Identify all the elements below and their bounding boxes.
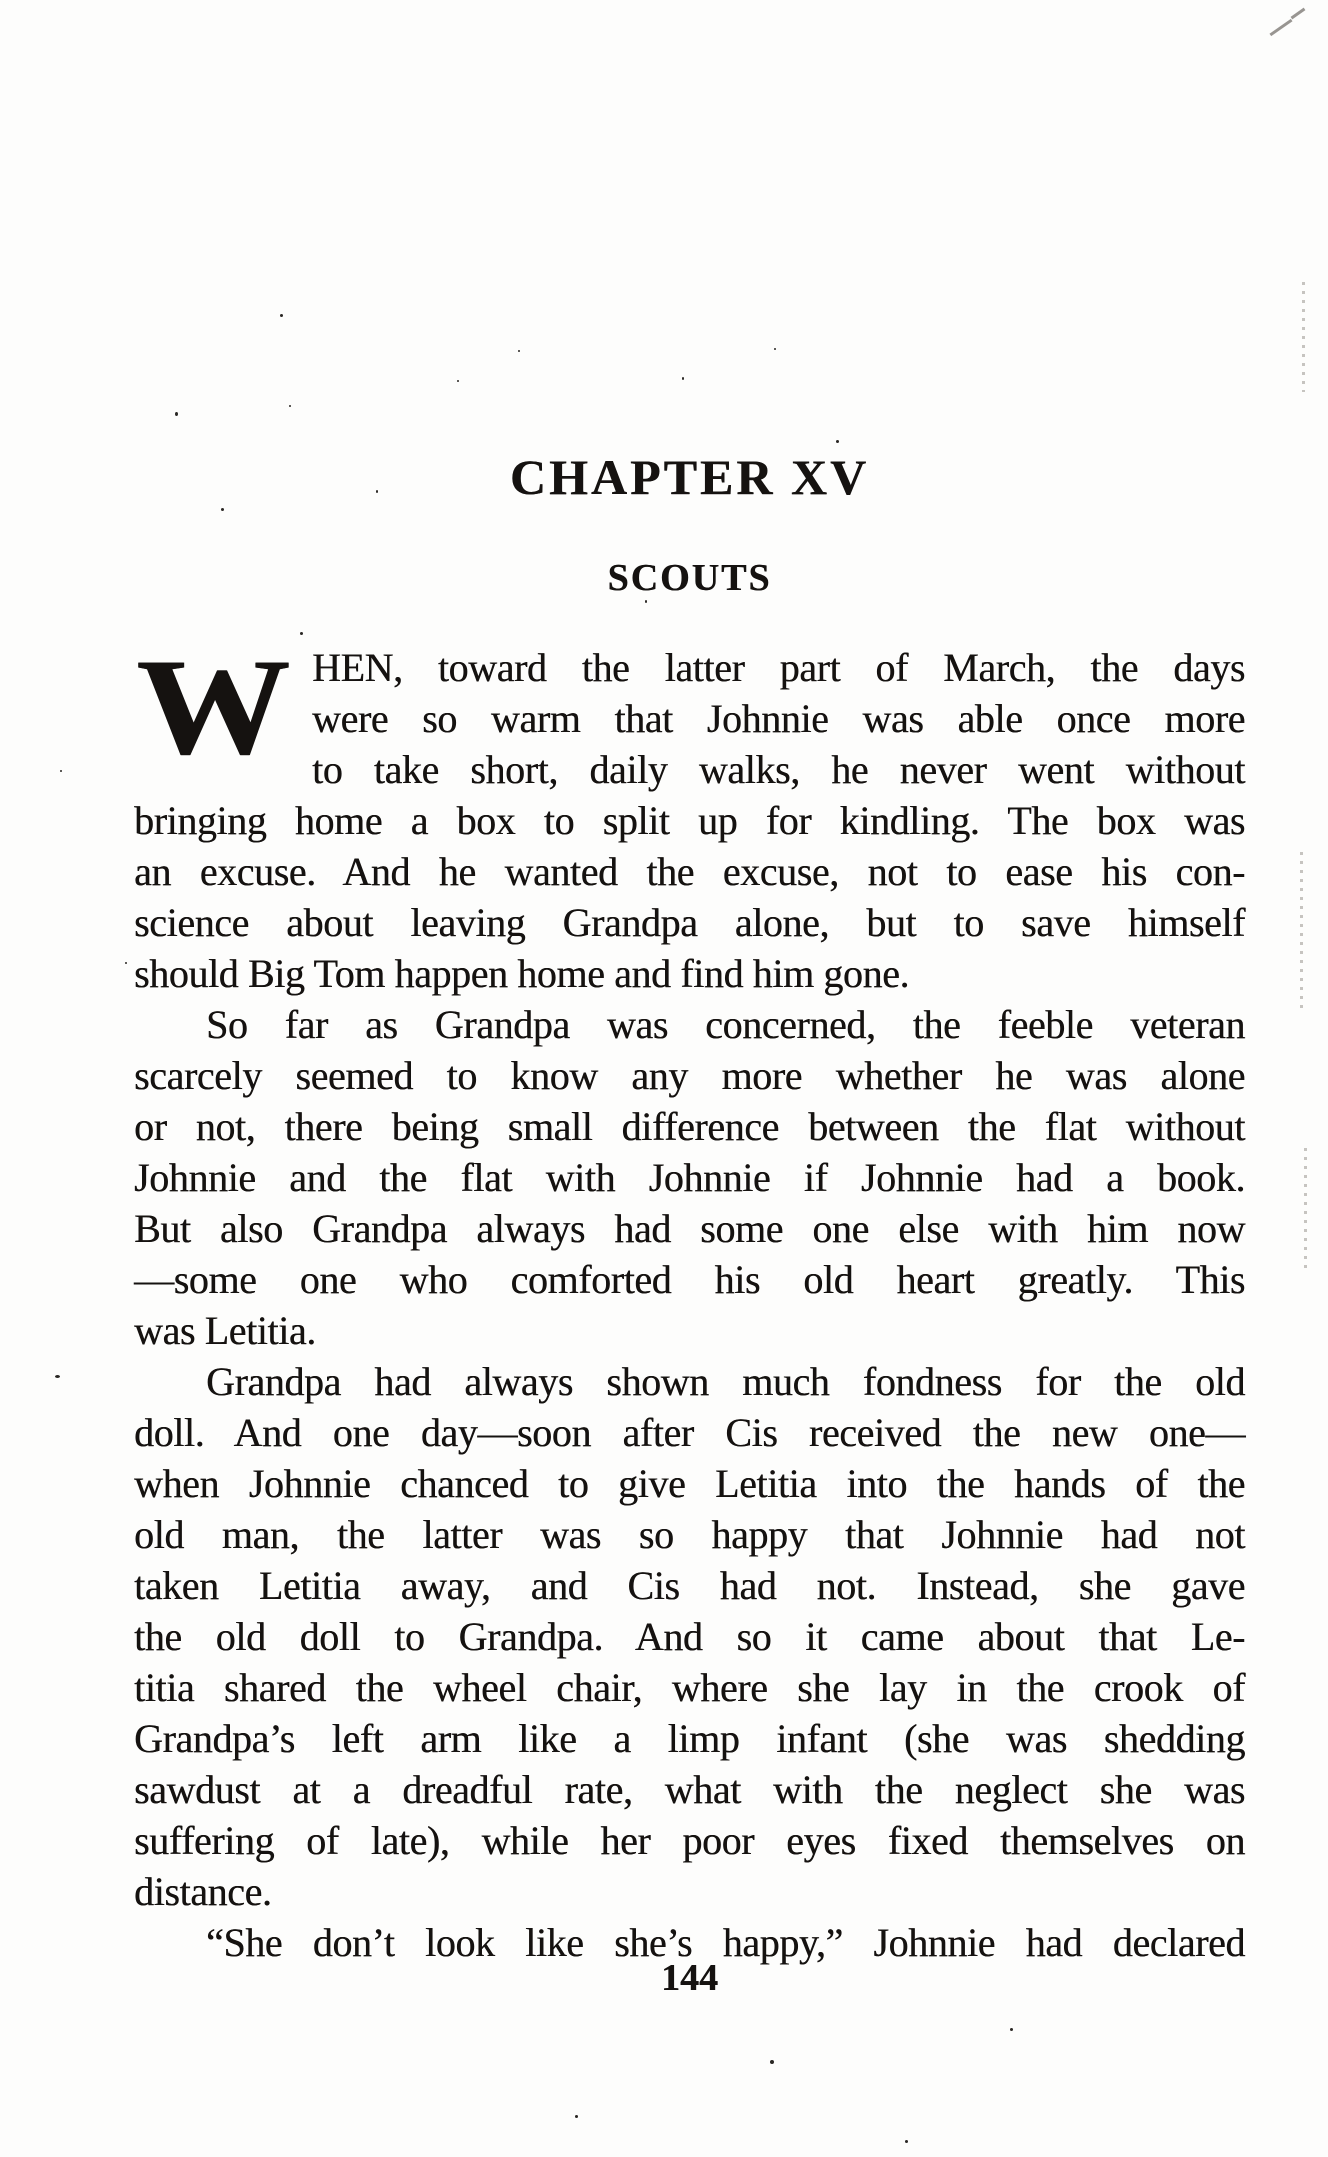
text-line: bringing home a box to split up for kindling. The box was — [134, 798, 1245, 843]
text-line: old man, the latter was so happy that Johnnie had not — [134, 1512, 1245, 1557]
text-line: taken Letitia away, and Cis had not. Instead, she gave — [134, 1563, 1245, 1608]
text-line: —some one who comforted his old heart greatly. This — [134, 1257, 1245, 1302]
scan-speck — [682, 377, 684, 380]
scan-speck — [905, 2140, 908, 2143]
scan-speck — [518, 350, 520, 352]
scan-speck — [175, 412, 178, 416]
text-line: science about leaving Grandpa alone, but to save himself — [134, 900, 1245, 945]
text-line: an excuse. And he wanted the excuse, not to ease his con- — [134, 849, 1245, 894]
scan-speck — [300, 632, 303, 635]
text-line: sawdust at a dreadful rate, what with the neglect she was — [134, 1767, 1245, 1812]
chapter-heading: CHAPTER XV — [509, 449, 870, 505]
text-line: HEN, toward the latter part of March, the days — [312, 645, 1245, 690]
text-line: So far as Grandpa was concerned, the feeble veteran — [206, 1002, 1245, 1047]
scan-speck — [575, 2115, 578, 2118]
section-subheading: SCOUTS — [607, 557, 772, 599]
text-line: scarcely seemed to know any more whether he was alone — [134, 1053, 1245, 1098]
scan-speck — [1010, 2028, 1013, 2031]
scan-mark — [1269, 19, 1292, 36]
text-line: “She don’t look like she’s happy,” Johnnie had declared — [206, 1920, 1245, 1965]
text-line: suffering of late), while her poor eyes fixed themselves on — [134, 1818, 1245, 1863]
scan-speck — [457, 380, 459, 382]
scan-smudge — [1298, 282, 1308, 392]
text-line: when Johnnie chanced to give Letitia into the hands of the — [134, 1461, 1245, 1506]
text-line: Grandpa had always shown much fondness for the old — [206, 1359, 1245, 1404]
text-line: Johnnie and the flat with Johnnie if Johnnie had a book. — [134, 1155, 1245, 1200]
scan-speck — [60, 770, 62, 772]
text-line: was Letitia. — [134, 1308, 316, 1353]
text-line: doll. And one day—soon after Cis received the new one— — [134, 1410, 1245, 1455]
text-line: Grandpa’s left arm like a limp infant (she was shedding — [134, 1716, 1245, 1761]
scan-speck — [280, 314, 283, 317]
text-line: to take short, daily walks, he never went without — [312, 747, 1245, 792]
drop-cap: W — [136, 630, 291, 783]
body-text — [134, 630, 1245, 1968]
body-lines — [134, 642, 1245, 1968]
text-line: titia shared the wheel chair, where she lay in the crook of — [134, 1665, 1245, 1710]
page-number: 144 — [661, 1957, 718, 1999]
text-line: But also Grandpa always had some one else with him now — [134, 1206, 1245, 1251]
scan-speck — [55, 1375, 60, 1378]
scan-speck — [770, 2060, 774, 2064]
scan-speck — [774, 348, 776, 350]
scan-speck — [125, 962, 127, 964]
scan-speck — [221, 508, 224, 511]
scan-smudge — [1296, 852, 1306, 1014]
text-line: were so warm that Johnnie was able once more — [312, 696, 1245, 741]
text-line: the old doll to Grandpa. And so it came about that Le- — [134, 1614, 1245, 1659]
text-line: should Big Tom happen home and find him gone. — [134, 951, 910, 996]
text-line: or not, there being small difference between the flat without — [134, 1104, 1245, 1149]
scan-speck — [376, 490, 378, 493]
scan-smudge — [1300, 1148, 1310, 1268]
scan-speck — [645, 600, 647, 603]
scan-speck — [289, 405, 291, 407]
scan-speck — [836, 440, 839, 443]
scan-mark — [1291, 8, 1306, 20]
text-line: distance. — [134, 1869, 272, 1914]
